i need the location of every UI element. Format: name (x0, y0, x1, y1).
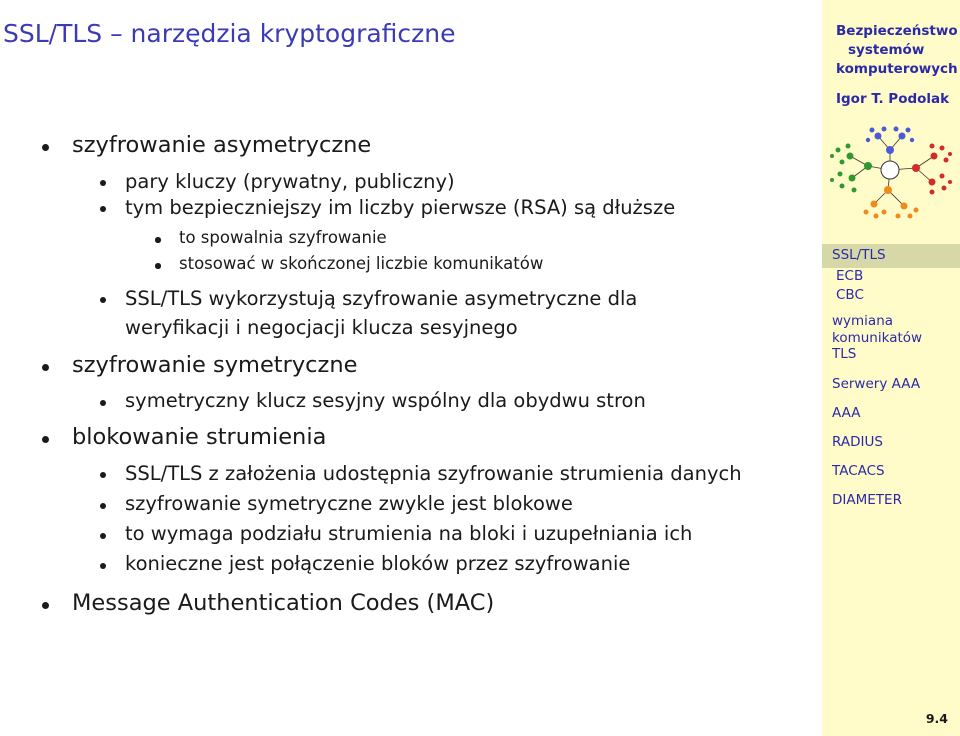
sidebar-item-tacacs[interactable]: TACACS (832, 463, 885, 479)
bullet (42, 364, 49, 371)
list-item: szyfrowanie symetryczne (72, 352, 358, 378)
sidebar (822, 0, 960, 736)
list-item: SSL/TLS wykorzystują szyfrowanie asymetryczne dla (125, 287, 638, 310)
page-number: 9.4 (925, 711, 948, 726)
bullet (42, 602, 49, 609)
list-item: to spowalnia szyfrowanie (179, 228, 387, 247)
sidebar-item-aaa[interactable]: AAA (832, 405, 861, 421)
bullet (100, 503, 106, 509)
list-item: szyfrowanie symetryczne zwykle jest blokowe (125, 492, 573, 515)
title-line: komputerowych (836, 61, 958, 77)
sidebar-item-ssl-tls[interactable]: SSL/TLS (832, 247, 886, 263)
title-line: Bezpieczeństwo (836, 23, 958, 39)
sidebar-item-ecb[interactable]: ECB (836, 268, 864, 284)
tree-network-icon (828, 126, 954, 226)
bullet (100, 206, 106, 212)
bullet (100, 297, 106, 303)
sidebar-item-wymiana[interactable]: wymiana (832, 313, 894, 329)
list-item: SSL/TLS z założenia udostępnia szyfrowanie strumienia danych (125, 462, 742, 485)
sidebar-item-diameter[interactable]: DIAMETER (832, 492, 902, 508)
bullet (100, 533, 106, 539)
bullet (100, 563, 106, 569)
list-item: symetryczny klucz sesyjny wspólny dla obydwu stron (125, 389, 646, 412)
bullet (42, 144, 49, 151)
title-line: systemów (848, 42, 925, 58)
bullet (42, 436, 49, 443)
sidebar-author[interactable]: Igor T. Podolak (836, 91, 950, 107)
sidebar-item-cbc[interactable]: CBC (836, 287, 864, 303)
list-item: blokowanie strumienia (72, 424, 327, 450)
slide-title: SSL/TLS – narzędzia kryptograficzne (3, 19, 456, 48)
list-item: to wymaga podziału strumienia na bloki i uzupełniania ich (125, 522, 693, 545)
bullet (100, 400, 106, 406)
sidebar-item-radius[interactable]: RADIUS (832, 434, 883, 450)
sidebar-item-serwery-aaa[interactable]: Serwery AAA (832, 376, 921, 392)
list-item-continuation: weryfikacji i negocjacji klucza sesyjnego (125, 316, 518, 339)
list-item: szyfrowanie asymetryczne (72, 132, 372, 158)
list-item: tym bezpieczniejszy im liczby pierwsze (RSA) są dłuższe (125, 196, 676, 219)
list-item: Message Authentication Codes (MAC) (72, 590, 495, 616)
list-item: stosować w skończonej liczbie komunikatów (179, 254, 544, 273)
sidebar-item-tls[interactable]: TLS (832, 346, 857, 362)
sidebar-item-komunikatow[interactable]: komunikatów (832, 330, 923, 346)
bullet (100, 180, 106, 186)
sidebar-course-title[interactable] (836, 22, 960, 79)
bullet (155, 263, 161, 269)
list-item: pary kluczy (prywatny, publiczny) (125, 170, 455, 193)
list-item: konieczne jest połączenie bloków przez szyfrowanie (125, 552, 631, 575)
bullet (100, 472, 106, 478)
bullet (155, 237, 161, 243)
